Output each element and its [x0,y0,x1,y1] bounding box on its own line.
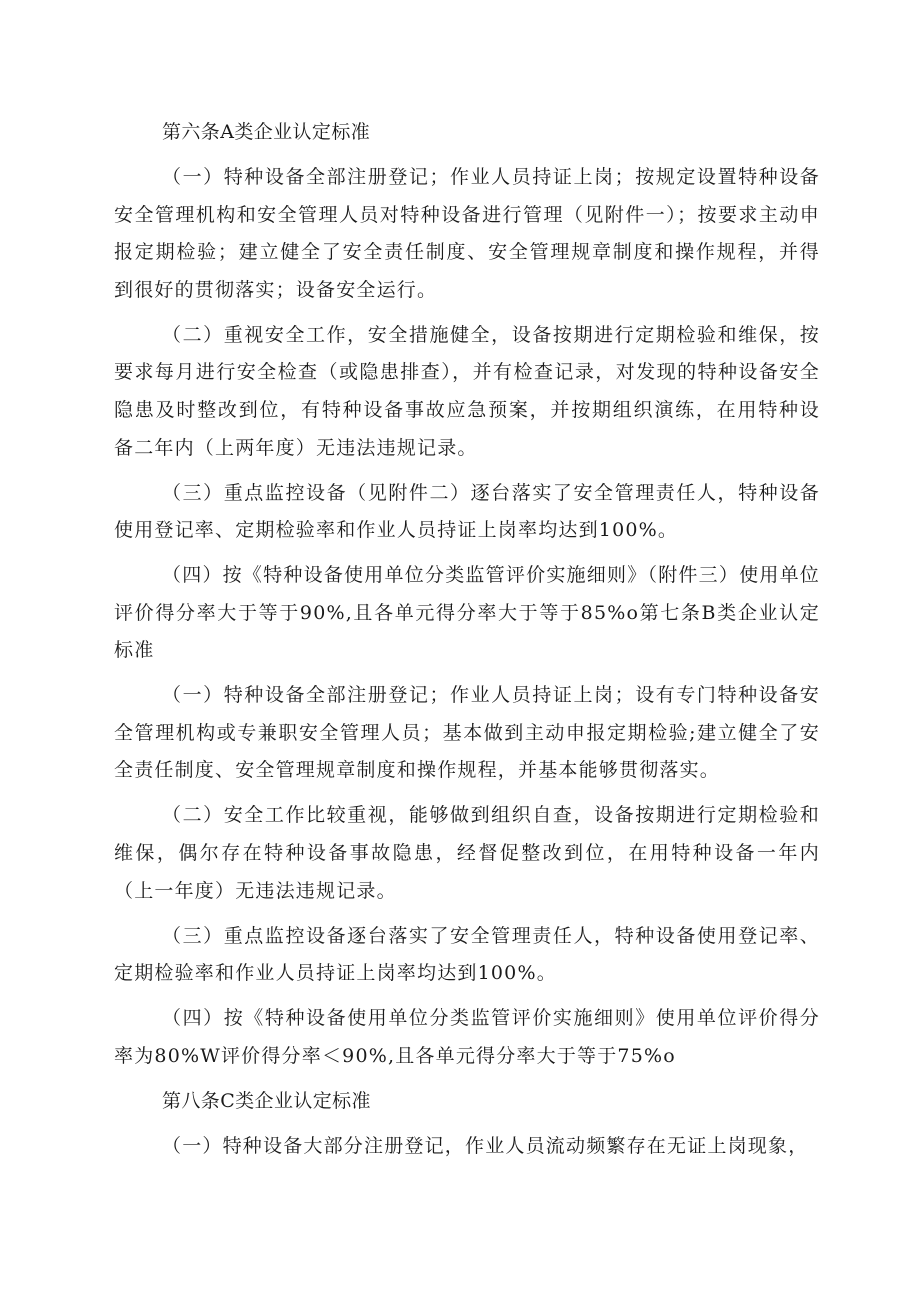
article-7-item-2: （二）安全工作比较重视，能够做到组织自查，设备按期进行定期检验和维保，偶尔存在特种设备事故隐患，经督促整改到位，在用特种设备一年内（上一年度）无违法违规记录。 [114,804,820,902]
article-7-item-4: （四）按《特种设备使用单位分类监管评价实施细则》使用单位评价得分率为80%W评价得分率＜90%,且各单元得分率大于等于75%o [114,1007,820,1067]
article-6-item-2: （二）重视安全工作，安全措施健全，设备按期进行定期检验和维保，按要求每月进行安全检查（或隐患排查），并有检查记录，对发现的特种设备安全隐患及时整改到位，有特种设备事故应急预案，并按期组织演练，在用特种设备二年内（上两年度）无违法违规记录。 [114,323,820,459]
article-6-item-4: （四）按《特种设备使用单位分类监管评价实施细则》（附件三）使用单位评价得分率大于等于90%,且各单元得分率大于等于85%o第七条B类企业认定标准 [114,564,820,662]
document-body [114,114,820,1173]
article-8-heading: 第八条C类企业认定标准 [162,1089,371,1112]
article-6-item-1: （一）特种设备全部注册登记；作业人员持证上岗；按规定设置特种设备安全管理机构和安全管理人员对特种设备进行管理（见附件一）；按要求主动申报定期检验；建立健全了安全责任制度、安全管理规章制度和操作规程，并得到很好的贯彻落实；设备安全运行。 [114,165,820,301]
article-6-item-3: （三）重点监控设备（见附件二）逐台落实了安全管理责任人，特种设备使用登记率、定期检验率和作业人员持证上岗率均达到100%。 [114,481,820,542]
article-7-item-1: （一）特种设备全部注册登记；作业人员持证上岗；设有专门特种设备安全管理机构或专兼职安全管理人员；基本做到主动申报定期检验;建立健全了安全责任制度、安全管理规章制度和操作规程，并基本能够贯彻落实。 [114,684,820,782]
article-6-heading: 第六条A类企业认定标准 [162,121,371,143]
article-7-item-3: （三）重点监控设备逐台落实了安全管理责任人，特种设备使用登记率、定期检验率和作业人员持证上岗率均达到100%。 [114,924,820,985]
article-8-item-1: （一）特种设备大部分注册登记，作业人员流动频繁存在无证上岗现象， [162,1134,809,1157]
